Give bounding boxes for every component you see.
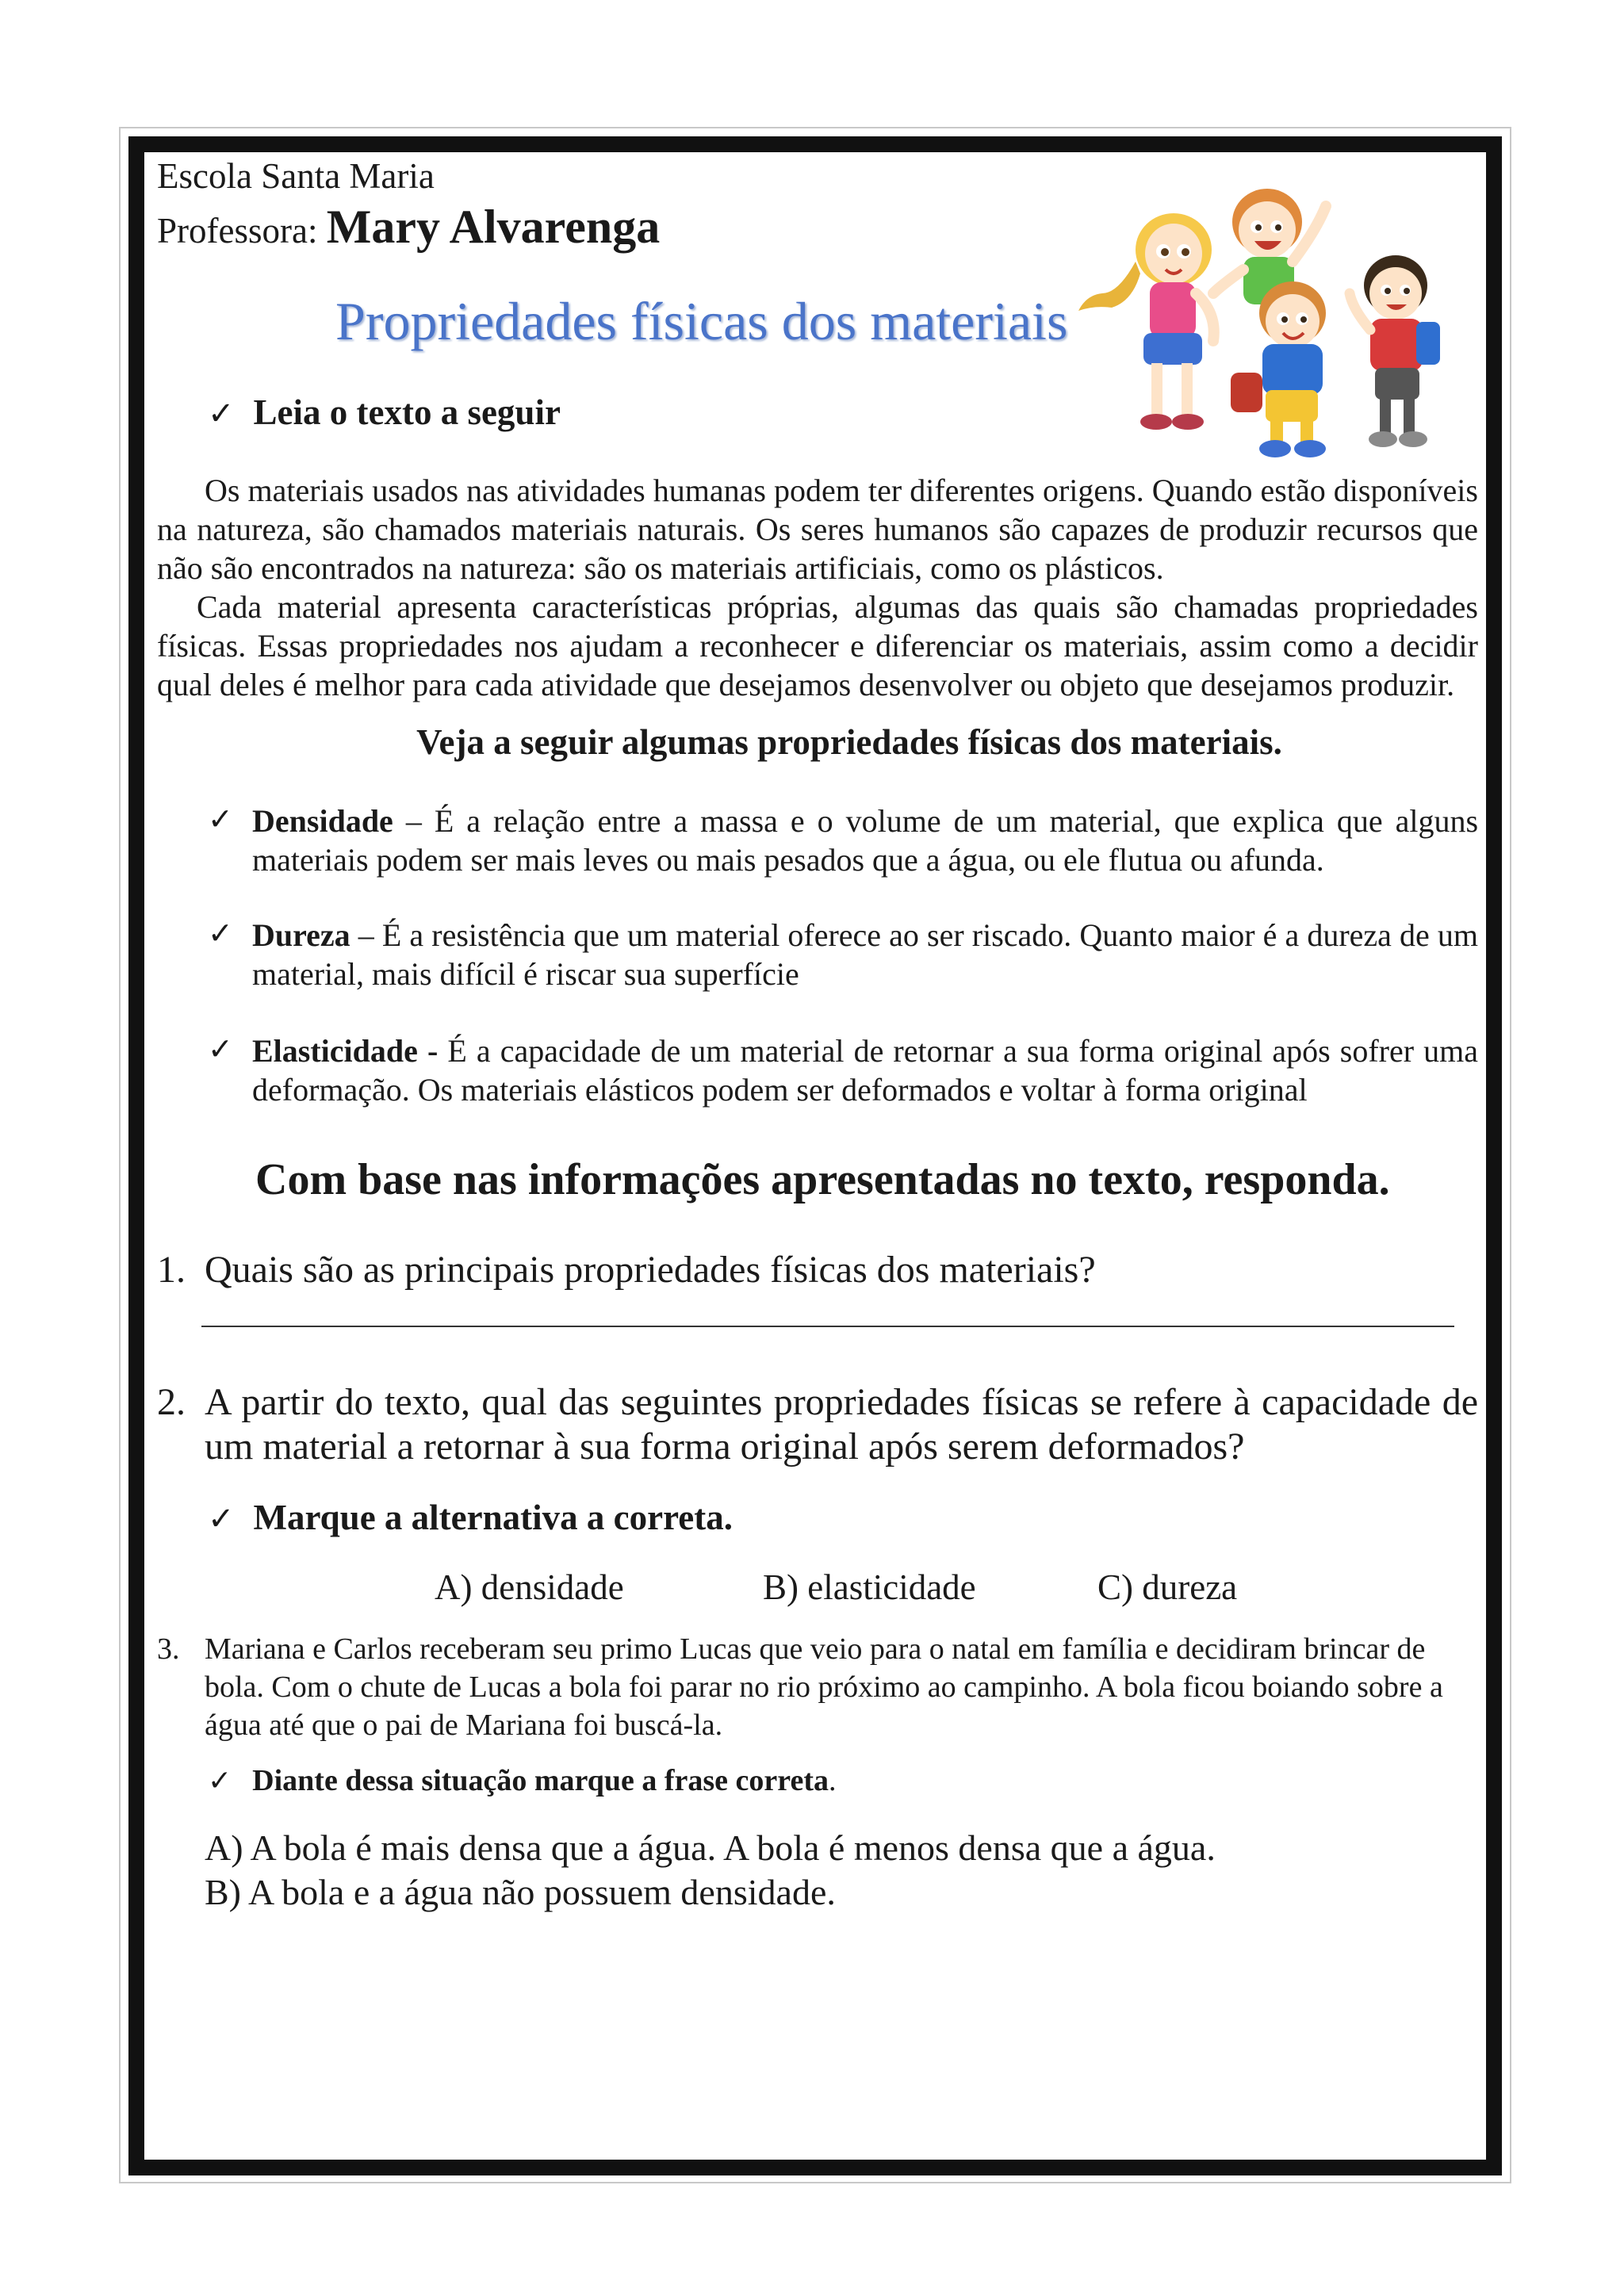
question-text: Mariana e Carlos receberam seu primo Lucas que veio para o natal em família e decidiram brincar de bola. Com o chute de Lucas a bola foi parar no rio próximo ao campinho. A bola ficou boiando sobre a água até que o pai de Mariana foi buscá-la. bbox=[205, 1632, 1443, 1742]
question-1 bbox=[157, 1248, 1096, 1292]
mark-instruction bbox=[208, 1497, 733, 1538]
teacher-line bbox=[157, 200, 660, 254]
mark-instruction-text: Marque a alternativa a correta. bbox=[253, 1498, 733, 1537]
teacher-name: Mary Alvarenga bbox=[326, 201, 661, 253]
girl-figure bbox=[1078, 213, 1214, 430]
read-instruction-text: Leia o texto a seguir bbox=[253, 392, 561, 432]
option-c[interactable]: C) dureza bbox=[1097, 1567, 1238, 1607]
situation-instruction-text: Diante dessa situação marque a frase correta bbox=[252, 1764, 829, 1797]
property-separator: – bbox=[393, 803, 435, 839]
property-density-text bbox=[252, 802, 1478, 879]
answer-choice-a[interactable]: A) A bola é mais densa que a água. A bola é menos densa que a água. bbox=[205, 1827, 1216, 1868]
school-name: Escola Santa Maria bbox=[157, 156, 435, 196]
questions-heading: Com base nas informações apresentadas no texto, responda. bbox=[255, 1155, 1390, 1204]
question-number: 3. bbox=[157, 1632, 180, 1666]
property-term: Densidade bbox=[252, 803, 393, 839]
property-separator: - bbox=[417, 1033, 448, 1069]
property-description: É a resistência que um material oferece ao ser riscado. Quanto maior é a dureza de um material, mais difícil é riscar sua superfície bbox=[252, 917, 1479, 992]
property-elasticity-text bbox=[252, 1031, 1478, 1109]
property-term: Elasticidade bbox=[252, 1033, 418, 1069]
question-number: 1. bbox=[157, 1249, 186, 1291]
intro-paragraph-2: Cada material apresenta características próprias, algumas das quais são chamadas propriedades físicas. Essas propriedades nos ajudam a reconhecer e diferenciar os materiais, assim como a decidir qual deles é melhor para cada atividade que desejamos desenvolver ou objeto que desejamos produzir. bbox=[157, 589, 1478, 702]
right-boy-figure bbox=[1350, 255, 1440, 447]
question-text: A partir do texto, qual das seguintes propriedades físicas se refere à capacidade de um material a retornar à sua forma original após serem deformados? bbox=[205, 1381, 1478, 1468]
teacher-label: Professora: bbox=[157, 211, 327, 251]
option-a[interactable]: A) densidade bbox=[435, 1567, 624, 1607]
property-description: É a capacidade de um material de retornar a sua forma original após sofrer uma deformação. Os materiais elásticos podem ser deformados e voltar à forma original bbox=[252, 1033, 1478, 1108]
checkmark-icon: ✓ bbox=[208, 396, 235, 432]
properties-subheading: Veja a seguir algumas propriedades físicas dos materiais. bbox=[416, 722, 1282, 762]
instruction-period: . bbox=[828, 1764, 837, 1797]
question-text: Quais são as principais propriedades físicas dos materiais? bbox=[205, 1249, 1096, 1291]
property-separator: – bbox=[350, 917, 382, 953]
children-jumping-illustration bbox=[1055, 174, 1483, 468]
property-hardness-text bbox=[252, 916, 1478, 993]
checkmark-icon: ✓ bbox=[208, 1501, 235, 1537]
checkmark-icon: ✓ bbox=[208, 1765, 232, 1797]
intro-paragraph-1: Os materiais usados nas atividades humanas podem ter diferentes origens. Quando estão disponíveis na natureza, são chamados materiais naturais. Os seres humanos são capazes de produzir recursos que não são encontrados na natureza: são os materiais artificiais, como os plásticos. bbox=[157, 473, 1478, 586]
situation-instruction bbox=[208, 1763, 836, 1798]
property-description: É a relação entre a massa e o volume de um material, que explica que alguns materiais podem ser mais leves ou mais pesados que a água, ou ele flutua ou afunda. bbox=[252, 803, 1479, 878]
worksheet-title: Propriedades físicas dos materiais bbox=[335, 291, 1068, 351]
middle-boy-figure bbox=[1231, 281, 1326, 457]
checkmark-icon: ✓ bbox=[208, 802, 233, 836]
property-term: Dureza bbox=[252, 917, 350, 953]
read-instruction bbox=[208, 392, 561, 433]
question-number: 2. bbox=[157, 1381, 186, 1423]
answer-line[interactable] bbox=[201, 1326, 1454, 1327]
option-b[interactable]: B) elasticidade bbox=[763, 1567, 976, 1607]
checkmark-icon: ✓ bbox=[208, 916, 233, 951]
answer-choice-b[interactable]: B) A bola e a água não possuem densidade. bbox=[205, 1872, 836, 1912]
checkmark-icon: ✓ bbox=[208, 1031, 233, 1066]
